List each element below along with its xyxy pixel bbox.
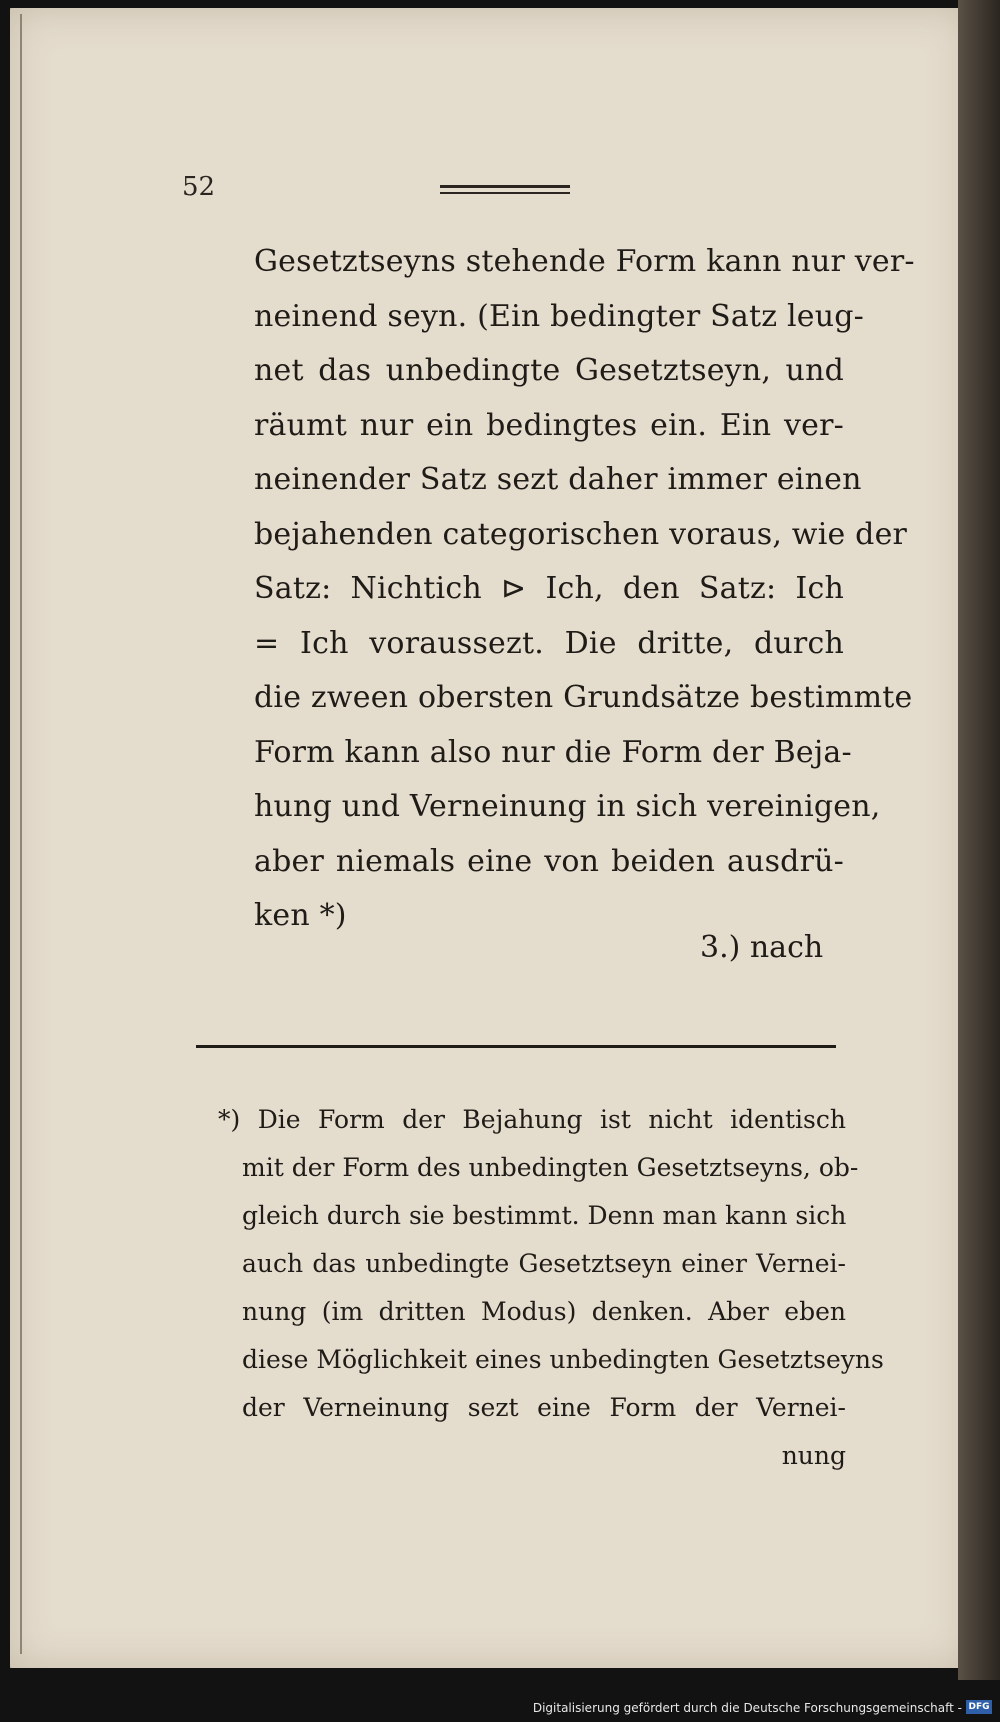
digitization-credit: Digitalisierung gefördert durch die Deutsche Forschungsgemeinschaft - (532, 1701, 962, 1715)
text-line: neinender Satz sezt daher immer einen (254, 462, 862, 497)
page-number: 52 (182, 172, 216, 202)
text-line: hung und Verneinung in sich vereinigen, (254, 789, 881, 824)
text-line: net das unbedingte Gesetztseyn, und (254, 353, 844, 388)
text-line: aber niemals eine von beiden ausdrü- (254, 843, 844, 879)
catchword: 3.) nach (700, 930, 824, 965)
footnote-rule (196, 1045, 836, 1048)
footnote (218, 1096, 884, 1480)
text-line: = Ich voraussezt. Die dritte, durch (254, 625, 844, 661)
dfg-logo: DFG (966, 1700, 992, 1714)
footnote-line: nung (781, 1441, 846, 1470)
text-line: die zween obersten Grundsätze bestimmte (254, 680, 913, 715)
footnote-line: gleich durch sie bestimmt. Denn man kann sich (242, 1201, 847, 1230)
footnote-line: nung (im dritten Modus) denken. Aber eben (242, 1297, 846, 1326)
text-line: räumt nur ein bedingtes ein. Ein ver- (254, 407, 844, 443)
footnote-line: diese Möglichkeit eines unbedingten Gesetztseyns (242, 1345, 884, 1374)
book-spine-edge (958, 0, 1000, 1680)
footnote-line: mit der Form des unbedingten Gesetztseyns, ob- (242, 1153, 859, 1182)
text-line: bejahenden categorischen voraus, wie der (254, 516, 908, 552)
text-line: Satz: Nichtich ⊳ Ich, den Satz: Ich (254, 571, 844, 606)
footnote-line: *) Die Form der Bejahung ist nicht identisch (218, 1105, 846, 1134)
footnote-line: auch das unbedingte Gesetztseyn einer Vernei- (242, 1249, 846, 1278)
main-text (254, 235, 915, 944)
text-line: Gesetztseyns stehende Form kann nur ver- (254, 244, 915, 279)
header-rule (440, 185, 570, 188)
header-rule-lower (440, 192, 570, 194)
text-line: Form kann also nur die Form der Beja- (254, 734, 852, 770)
text-line: neinend seyn. (Ein bedingter Satz leug- (254, 298, 864, 334)
text-line: ken *) (254, 898, 347, 933)
page-fold-line (20, 14, 22, 1654)
footnote-line: der Verneinung sezt eine Form der Vernei- (242, 1393, 846, 1422)
